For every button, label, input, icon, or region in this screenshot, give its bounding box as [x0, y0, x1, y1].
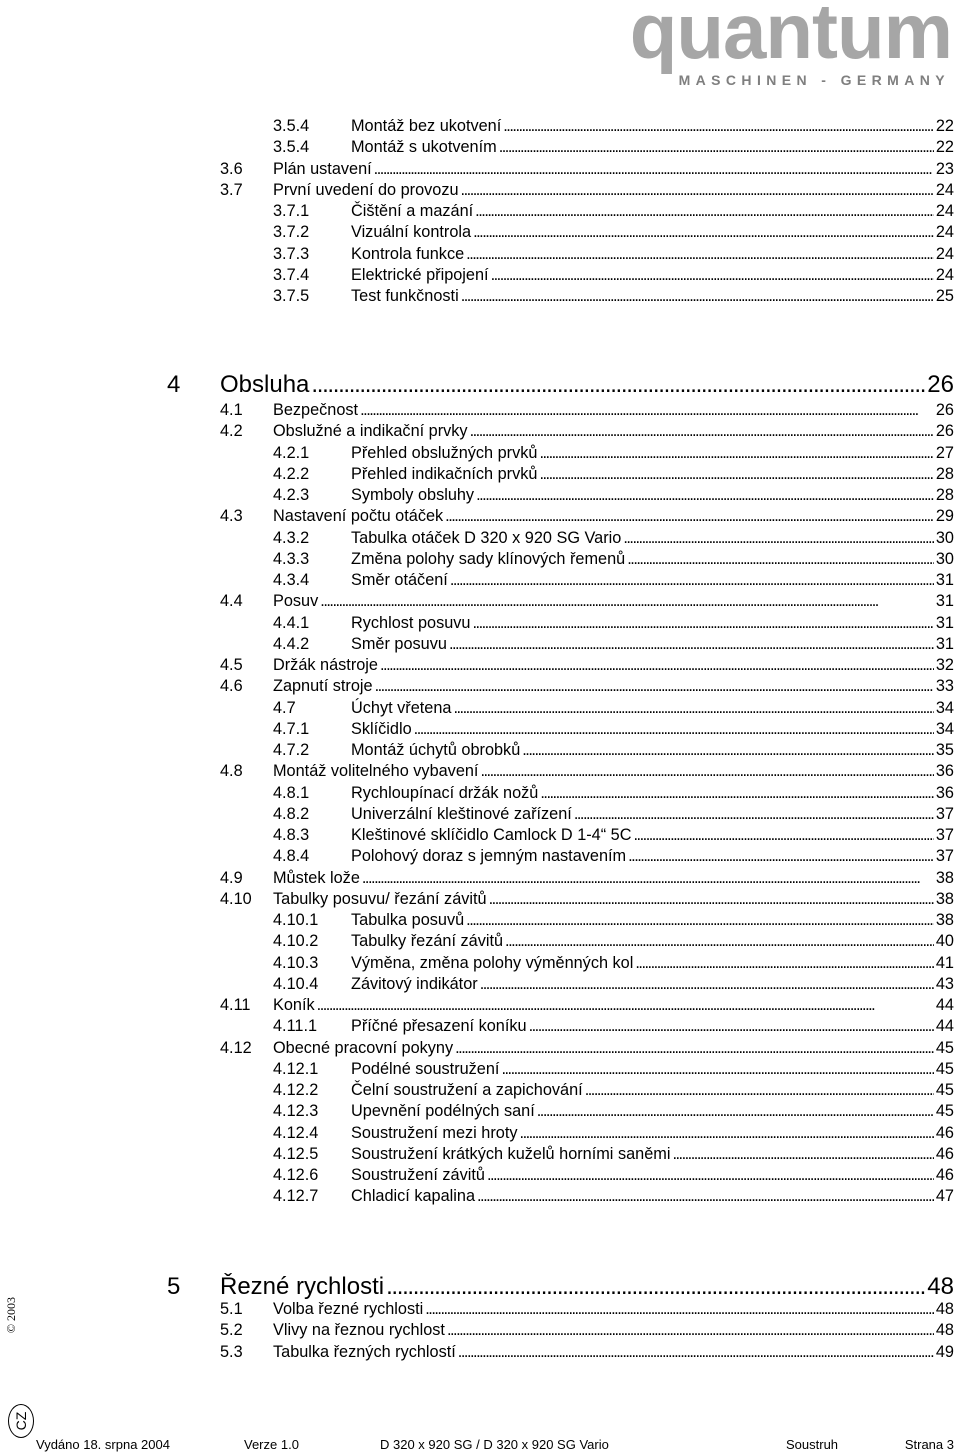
toc-entry-number: 4.12.3	[273, 1102, 319, 1121]
toc-entry-page: 37	[935, 847, 954, 866]
toc-leader-dots	[414, 719, 934, 740]
toc-entry-number: 4.12.1	[273, 1059, 319, 1078]
toc-leader-dots	[317, 995, 934, 1016]
toc-entry-page: 37	[935, 804, 954, 823]
toc-entry-title: Tabulka řezných rychlostí	[273, 1342, 456, 1361]
toc-entry[interactable]	[220, 1299, 954, 1320]
toc-entry-number: 5.1	[220, 1300, 243, 1318]
toc-entry[interactable]	[273, 613, 954, 634]
toc-entry[interactable]	[220, 655, 954, 676]
toc-entry-number: 4.12.2	[273, 1081, 319, 1099]
toc-entry-title: Řezné rychlosti	[220, 1273, 385, 1300]
toc-entry-title: Montáž bez ukotvení	[351, 117, 502, 135]
toc-entry-number: 4.10.3	[273, 953, 319, 972]
toc-leader-dots	[449, 634, 934, 655]
toc-entry-number: 4.8.4	[273, 847, 310, 866]
toc-leader-dots	[458, 1342, 934, 1363]
toc-entry-title: Čištění a mazání	[351, 202, 474, 220]
toc-entry-page: 28	[935, 464, 954, 483]
toc-entry-number: 4.7	[273, 698, 296, 717]
toc-entry-page: 34	[935, 719, 954, 738]
toc-leader-dots	[380, 655, 934, 676]
toc-entry[interactable]	[273, 464, 954, 485]
toc-leader-dots	[476, 485, 934, 506]
toc-entry-number: 4.4.1	[273, 613, 310, 632]
toc-entry-title: Příčné přesazení koníku	[351, 1017, 527, 1036]
toc-entry-page: 44	[935, 1017, 954, 1036]
toc-entry[interactable]	[273, 1144, 954, 1165]
toc-entry[interactable]	[273, 910, 954, 931]
toc-entry-number: 4.12.4	[273, 1123, 319, 1142]
toc-entry-title: Obecné pracovní pokyny	[273, 1038, 454, 1057]
toc-leader-dots	[480, 974, 934, 995]
toc-entry-number: 3.6	[220, 159, 243, 178]
toc-entry-page: 24	[935, 244, 954, 263]
toc-leader-dots	[503, 116, 934, 137]
toc-entry-page: 46	[935, 1166, 954, 1184]
toc-entry-number: 4.4	[220, 592, 243, 611]
toc-entry-number: 4.7.1	[273, 719, 310, 738]
toc-entry-title: Můstek lože	[273, 868, 360, 887]
toc-leader-dots	[540, 783, 934, 804]
toc-entry-number: 5.2	[220, 1321, 243, 1340]
toc-entry-title: Polohový doraz s jemným nastavením	[351, 847, 627, 866]
toc-entry-page: 26	[935, 422, 954, 441]
toc-entry-number: 4.2	[220, 422, 243, 441]
toc-entry-title: Chladicí kapalina	[351, 1187, 475, 1206]
toc-leader-dots	[628, 846, 934, 867]
toc-entry-number: 3.5.4	[273, 138, 310, 157]
toc-leader-dots	[529, 1016, 934, 1037]
toc-entry-title: Soustružení mezi hroty	[351, 1123, 518, 1142]
toc-entry-number: 4.11.1	[273, 1017, 318, 1036]
toc-leader-dots	[672, 1144, 933, 1165]
toc-entry[interactable]	[273, 1186, 954, 1207]
toc-entry-title: Podélné soustružení	[351, 1059, 500, 1078]
toc-entry-number: 4.9	[220, 868, 243, 887]
toc-entry-title: Montáž s ukotvením	[351, 138, 497, 157]
toc-entry-number: 4.8.2	[273, 804, 310, 823]
toc-leader-dots	[320, 591, 934, 612]
toc-entry-page: 46	[935, 1144, 954, 1163]
toc-entry[interactable]	[273, 1059, 954, 1080]
toc-entry[interactable]	[273, 783, 954, 804]
toc-entry-title: Vizuální kontrola	[351, 223, 472, 242]
toc-entry-page: 29	[935, 507, 954, 526]
toc-entry[interactable]	[220, 591, 954, 612]
toc-entry-title: Nastavení počtu otáček	[273, 507, 444, 526]
toc-entry-page: 47	[935, 1187, 954, 1206]
toc-entry[interactable]	[273, 974, 954, 995]
toc-entry-title: Směr posuvu	[351, 634, 447, 653]
toc-entry-number: 4.3	[220, 507, 243, 526]
toc-entry-title: Posuv	[273, 592, 319, 611]
toc-leader-dots	[455, 1038, 934, 1059]
logo-tagline: MASCHINEN - GERMANY	[678, 72, 950, 88]
toc-entry-page: 31	[935, 634, 954, 653]
toc-entry-page: 24	[935, 180, 954, 199]
toc-entry-page: 46	[935, 1123, 954, 1142]
toc-entry-page: 24	[935, 202, 954, 220]
toc-entry-page: 38	[935, 868, 954, 887]
toc-leader-dots	[634, 825, 934, 846]
toc-leader-dots	[470, 421, 934, 442]
toc-entry[interactable]	[220, 506, 954, 527]
toc-entry-title: Držák nástroje	[273, 656, 378, 674]
toc-entry[interactable]	[220, 400, 954, 421]
toc-entry-title: První uvedení do provozu	[273, 180, 459, 199]
page-footer	[0, 1436, 960, 1454]
toc-entry-page: 38	[935, 911, 954, 929]
toc-entry-number: 4.6	[220, 677, 243, 696]
copyright-note: © 2003	[4, 1296, 18, 1334]
language-badge	[8, 1404, 34, 1438]
toc-entry-title: Bezpečnost	[273, 401, 359, 419]
toc-entry-title: Elektrické připojení	[351, 265, 489, 284]
footer-model: D 320 x 920 SG / D 320 x 920 SG Vario	[380, 1437, 609, 1452]
toc-leader-dots	[499, 137, 934, 158]
toc-leader-dots	[450, 570, 934, 591]
toc-entry-number: 4.2.1	[273, 443, 310, 462]
toc-leader-dots	[461, 286, 934, 307]
toc-entry-number: 3.7.1	[273, 202, 310, 220]
toc-entry-number: 4.3.2	[273, 528, 310, 547]
toc-leader-dots	[445, 506, 934, 527]
toc-leader-dots	[472, 613, 933, 634]
toc-leader-dots	[585, 1080, 934, 1101]
toc-entry-number: 5	[167, 1273, 181, 1300]
toc-entry[interactable]	[273, 1123, 954, 1144]
toc-entry-number: 3.5.4	[273, 117, 310, 135]
toc-entry-title: Kontrola funkce	[351, 244, 465, 263]
toc-entry[interactable]	[220, 676, 954, 697]
toc-entry-title: Upevnění podélných saní	[351, 1102, 535, 1121]
toc-entry[interactable]	[273, 137, 954, 158]
toc-entry[interactable]	[220, 1038, 954, 1059]
toc-leader-dots	[360, 400, 934, 421]
toc-entry-number: 4.8	[220, 762, 243, 781]
toc-entry[interactable]	[167, 1272, 954, 1302]
toc-entry[interactable]	[273, 570, 954, 591]
toc-entry[interactable]	[273, 1080, 954, 1101]
toc-entry-title: Soustružení krátkých kuželů horními saněmi	[351, 1144, 671, 1163]
toc-entry-page: 28	[935, 486, 954, 504]
toc-entry[interactable]	[273, 528, 954, 549]
toc-entry-title: Rychloupínací držák nožů	[351, 783, 539, 802]
toc-entry-title: Volba řezné rychlosti	[273, 1300, 424, 1318]
toc-entry-title: Montáž úchytů obrobků	[351, 741, 521, 759]
toc-entry-number: 4.12.7	[273, 1187, 319, 1206]
toc-entry-number: 4.10.2	[273, 932, 319, 951]
toc-entry-page: 38	[935, 889, 954, 908]
toc-entry[interactable]	[273, 698, 954, 719]
toc-entry-number: 4.10.1	[273, 911, 319, 929]
toc-entry-title: Test funkčnosti	[351, 287, 459, 305]
toc-entry[interactable]	[273, 222, 954, 243]
toc-entry-title: Zapnutí stroje	[273, 677, 373, 696]
toc-leader-dots	[480, 761, 933, 782]
toc-entry[interactable]	[273, 549, 954, 570]
toc-entry-title: Přehled indikačních prvků	[351, 464, 538, 483]
toc-entry-page: 31	[935, 571, 954, 589]
toc-entry-title: Rychlost posuvu	[351, 613, 471, 632]
toc-entry-page: 45	[935, 1081, 954, 1099]
toc-entry-page: 22	[935, 138, 954, 157]
toc-entry[interactable]	[273, 485, 954, 506]
toc-leader-dots	[374, 159, 934, 180]
toc-entry-number: 4.10	[220, 889, 252, 908]
toc-entry[interactable]	[220, 1320, 954, 1341]
footer-page: Strana 3	[904, 1437, 954, 1452]
toc-leader-dots	[473, 222, 934, 243]
toc-leader-dots	[386, 1272, 925, 1302]
toc-entry-title: Tabulky posuvu/ řezání závitů	[273, 889, 487, 908]
toc-entry-number: 4.2.3	[273, 486, 310, 504]
footer-issued: Vydáno 18. srpna 2004	[36, 1437, 170, 1452]
toc-entry-number: 4.7.2	[273, 741, 310, 759]
toc-entry-number: 5.3	[220, 1342, 243, 1361]
toc-entry-page: 41	[935, 953, 954, 972]
toc-leader-dots	[537, 1101, 934, 1122]
company-logo	[630, 0, 952, 88]
toc-entry-page: 23	[935, 159, 954, 178]
toc-entry[interactable]	[273, 201, 954, 222]
toc-entry-title: Sklíčidlo	[351, 719, 412, 738]
toc-entry-number: 4.5	[220, 656, 243, 674]
toc-leader-dots	[635, 953, 934, 974]
toc-leader-dots	[475, 201, 934, 222]
toc-entry-title: Čelní soustružení a zapichování	[351, 1081, 583, 1099]
toc-entry-number: 4.8.1	[273, 783, 310, 802]
toc-entry-number: 4.10.4	[273, 974, 319, 993]
toc-entry-title: Výměna, změna polohy výměnných kol	[351, 953, 634, 972]
toc-entry-title: Závitový indikátor	[351, 974, 478, 993]
toc-leader-dots	[623, 528, 934, 549]
toc-entry-number: 3.7.2	[273, 223, 310, 242]
toc-entry-number: 4.12	[220, 1038, 252, 1057]
toc-entry-page: 30	[935, 549, 954, 568]
toc-entry[interactable]	[273, 846, 954, 867]
toc-entry-page: 49	[935, 1342, 954, 1361]
toc-leader-dots	[362, 868, 934, 889]
toc-leader-dots	[461, 180, 934, 201]
toc-entry[interactable]	[220, 180, 954, 201]
toc-entry-page: 48	[935, 1321, 954, 1340]
toc-leader-dots	[501, 1059, 933, 1080]
toc-entry-page: 43	[935, 974, 954, 993]
toc-entry-page: 36	[935, 762, 954, 781]
toc-leader-dots	[539, 464, 933, 485]
toc-entry[interactable]	[273, 931, 954, 952]
toc-entry-number: 3.7.3	[273, 244, 310, 263]
toc-entry-title: Tabulka otáček D 320 x 920 SG Vario	[351, 528, 622, 547]
toc-entry-page: 37	[935, 826, 954, 844]
toc-leader-dots	[489, 889, 934, 910]
toc-leader-dots	[487, 1165, 934, 1186]
footer-version: Verze 1.0	[244, 1437, 299, 1452]
toc-entry-title: Směr otáčení	[351, 571, 448, 589]
toc-entry[interactable]	[167, 370, 954, 400]
toc-entry-page: 36	[935, 783, 954, 802]
toc-entry-page: 35	[935, 741, 954, 759]
toc-entry-page: 45	[935, 1038, 954, 1057]
toc-leader-dots	[522, 740, 934, 761]
toc-entry-page: 32	[935, 656, 954, 674]
toc-entry[interactable]	[220, 995, 954, 1016]
toc-entry-number: 4.4.2	[273, 634, 310, 653]
toc-entry[interactable]	[273, 804, 954, 825]
toc-leader-dots	[425, 1299, 934, 1320]
toc-entry[interactable]	[273, 265, 954, 286]
toc-entry-title: Změna polohy sady klínových řemenů	[351, 549, 626, 568]
toc-entry[interactable]	[220, 761, 954, 782]
toc-entry[interactable]	[220, 159, 954, 180]
toc-entry-page: 30	[935, 528, 954, 547]
toc-leader-dots	[311, 370, 925, 400]
toc-entry-page: 34	[935, 698, 954, 717]
toc-entry-page: 27	[935, 443, 954, 462]
toc-entry-page: 48	[927, 1273, 954, 1300]
toc-entry[interactable]	[273, 719, 954, 740]
toc-entry-page: 24	[935, 265, 954, 284]
toc-entry-title: Kleštinové sklíčidlo Camlock D 1-4“ 5C	[351, 826, 632, 844]
toc-entry-title: Tabulka posuvů	[351, 911, 465, 929]
toc-entry-page: 45	[935, 1059, 954, 1078]
toc-entry-page: 31	[935, 613, 954, 632]
toc-leader-dots	[539, 443, 933, 464]
footer-type: Soustruh	[786, 1437, 839, 1452]
toc-leader-dots	[574, 804, 934, 825]
toc-entry-title: Montáž volitelného vybavení	[273, 762, 479, 781]
toc-entry-title: Tabulky řezání závitů	[351, 932, 504, 951]
toc-entry[interactable]	[273, 286, 954, 307]
toc-entry-page: 44	[935, 996, 954, 1014]
language-code: CZ	[13, 1411, 29, 1431]
toc-entry[interactable]	[273, 116, 954, 137]
toc-entry[interactable]	[273, 244, 954, 265]
toc-entry[interactable]	[220, 889, 954, 910]
toc-entry-number: 3.7.4	[273, 265, 310, 284]
toc-leader-dots	[447, 1320, 934, 1341]
toc-entry-number: 4	[167, 371, 181, 398]
toc-entry-page: 33	[935, 677, 954, 696]
toc-entry-title: Obsluha	[220, 371, 310, 398]
toc-entry[interactable]	[273, 953, 954, 974]
toc-entry-page: 25	[935, 287, 954, 305]
toc-entry-number: 3.7.5	[273, 287, 310, 305]
toc-leader-dots	[477, 1186, 934, 1207]
toc-entry-title: Vlivy na řeznou rychlost	[273, 1321, 445, 1340]
toc-entry[interactable]	[273, 634, 954, 655]
toc-entry[interactable]	[220, 868, 954, 889]
toc-leader-dots	[627, 549, 934, 570]
toc-entry[interactable]	[273, 1101, 954, 1122]
toc-entry-page: 26	[935, 401, 954, 419]
toc-entry-page: 40	[935, 932, 954, 951]
toc-entry-number: 4.11	[220, 996, 251, 1014]
toc-entry[interactable]	[273, 1016, 954, 1037]
toc-entry-page: 31	[935, 592, 954, 611]
toc-entry-number: 4.3.4	[273, 571, 310, 589]
toc-entry-number: 4.1	[220, 401, 243, 419]
toc-entry-page: 24	[935, 223, 954, 242]
toc-entry-title: Soustružení závitů	[351, 1166, 485, 1184]
toc-entry[interactable]	[273, 1165, 954, 1186]
toc-entry-page: 48	[935, 1300, 954, 1318]
toc-entry[interactable]	[273, 740, 954, 761]
toc-entry-title: Univerzální kleštinové zařízení	[351, 804, 572, 823]
toc-entry-page: 26	[927, 371, 954, 398]
toc-entry-page: 45	[935, 1102, 954, 1121]
toc-entry-number: 4.12.5	[273, 1144, 319, 1163]
toc-entry-number: 4.2.2	[273, 464, 310, 483]
toc-entry-title: Plán ustavení	[273, 159, 372, 178]
toc-entry-page: 22	[935, 117, 954, 135]
toc-entry[interactable]	[273, 825, 954, 846]
toc-entry[interactable]	[220, 1342, 954, 1363]
toc-leader-dots	[491, 265, 934, 286]
toc-entry-number: 4.8.3	[273, 826, 310, 844]
toc-leader-dots	[466, 910, 934, 931]
toc-leader-dots	[466, 244, 934, 265]
toc-entry-title: Obslužné a indikační prvky	[273, 422, 468, 441]
toc-leader-dots	[375, 676, 934, 697]
toc-entry-title: Úchyt vřetena	[351, 698, 452, 717]
toc-leader-dots	[453, 698, 933, 719]
toc-entry[interactable]	[273, 443, 954, 464]
toc-entry-number: 3.7	[220, 180, 243, 199]
toc-entry-number: 4.12.6	[273, 1166, 319, 1184]
toc-entry[interactable]	[220, 421, 954, 442]
logo-wordmark: quantum	[629, 0, 952, 75]
toc-leader-dots	[520, 1123, 934, 1144]
toc-entry-title: Přehled obslužných prvků	[351, 443, 538, 462]
toc-entry-title: Koník	[273, 996, 315, 1014]
toc-entry-number: 4.3.3	[273, 549, 310, 568]
toc-entry-title: Symboly obsluhy	[351, 486, 475, 504]
toc-leader-dots	[505, 931, 934, 952]
